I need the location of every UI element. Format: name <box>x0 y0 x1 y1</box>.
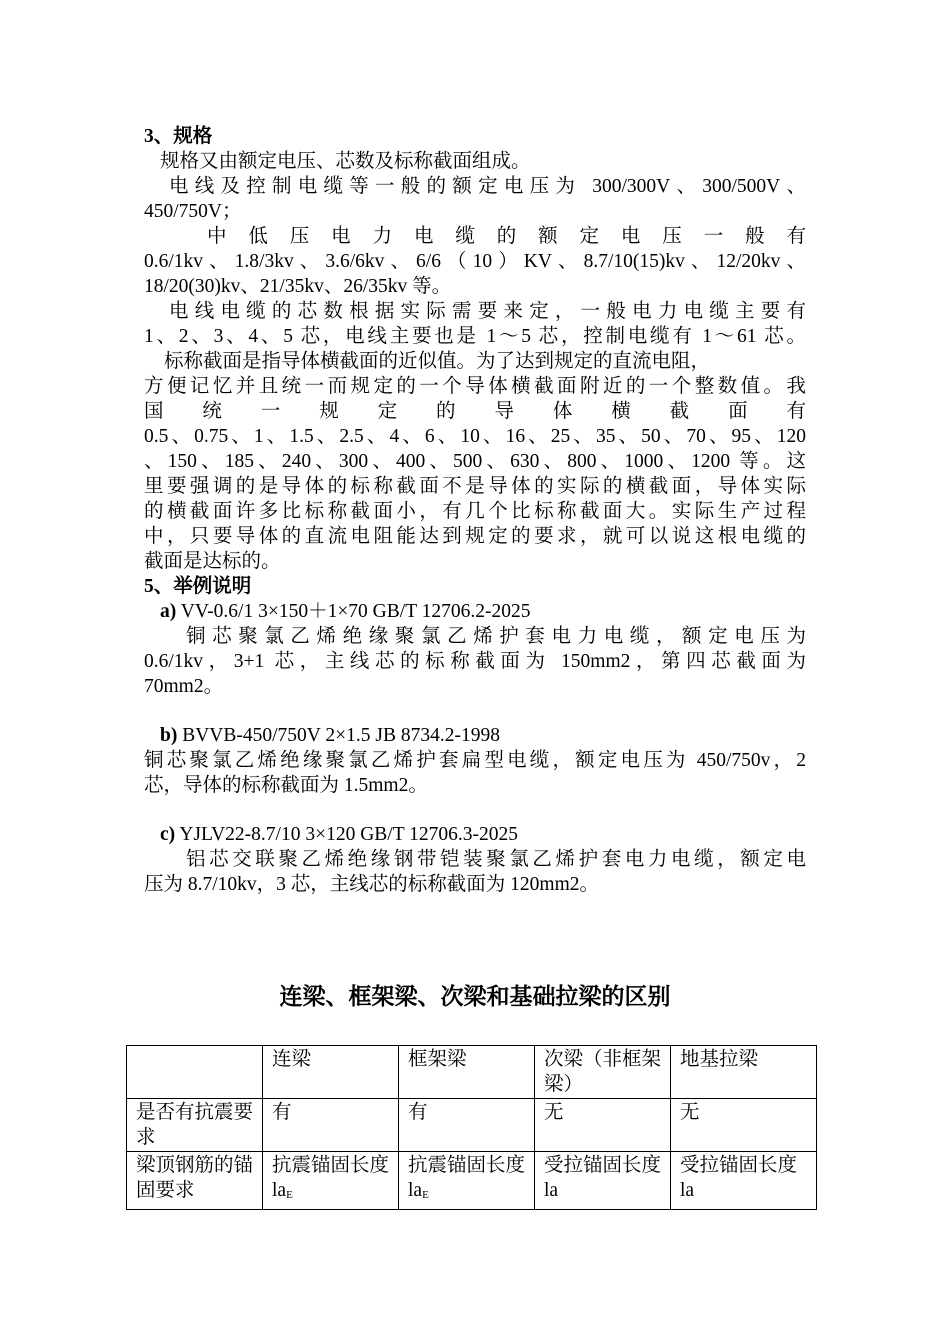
paragraph-line: 0.6/1kv、1.8/3kv、3.6/6kv、6/6（10）KV、8.7/10(15)kv、12/20kv、 <box>144 251 806 272</box>
table-cell <box>399 1152 535 1210</box>
paragraph-line: 的横截面许多比标称截面小，有几个比标称截面大。实际生产过程 <box>144 501 806 522</box>
subscript-e: E <box>422 1189 429 1201</box>
example-description-line: 芯，导体的标称截面为 1.5mm2。 <box>144 775 428 796</box>
table-cell: 梁顶钢筋的锚固要求 <box>127 1152 263 1210</box>
example-c-spec <box>160 822 822 848</box>
section-5-heading: 5、举例说明 <box>144 576 252 597</box>
table-cell <box>263 1152 399 1210</box>
paragraph-line: 截面是达标的。 <box>144 551 281 572</box>
table-header-row <box>127 1046 817 1099</box>
example-spec-text: YJLV22-8.7/10 3×120 GB/T 12706.3-2025 <box>179 824 519 845</box>
example-description-line: 铝芯交联聚乙烯绝缘钢带铠装聚氯乙烯护套电力电缆，额定电 <box>186 849 806 870</box>
table-row <box>127 1152 817 1210</box>
example-description-line: 0.6/1kv，3+1 芯，主线芯的标称截面为 150mm2，第四芯截面为 <box>144 651 806 672</box>
table-cell: 有 <box>263 1099 399 1152</box>
table-row <box>127 1099 817 1152</box>
paragraph-line: 方便记忆并且统一而规定的一个导体横截面附近的一个整数值。我 <box>144 376 806 397</box>
paragraph-line: 标称截面是指导体横截面的近似值。为了达到规定的直流电阻， <box>164 351 711 372</box>
example-description-line: 70mm2。 <box>144 676 224 697</box>
example-spec-text: BVVB-450/750V 2×1.5 JB 8734.2-1998 <box>182 725 500 746</box>
beam-section-title: 连梁、框架梁、次梁和基础拉梁的区别 <box>279 984 671 1009</box>
example-b-spec <box>160 723 822 749</box>
example-description-line: 压为 8.7/10kv，3 芯，主线芯的标称截面为 120mm2。 <box>144 874 600 895</box>
paragraph-line: 18/20(30)kv、21/35kv、26/35kv 等。 <box>144 276 452 297</box>
paragraph-line: 中低压电力电缆的额定电压一般有 <box>207 226 806 247</box>
table-cell: 有 <box>399 1099 535 1152</box>
section-3-heading: 3、规格 <box>144 126 213 147</box>
paragraph-line: 0.5、0.75、1、1.5、2.5、4、6、10、16、25、35、50、70、95、120 <box>144 426 806 447</box>
table-cell: 是否有抗震要求 <box>127 1099 263 1152</box>
cell-text: 抗震锚固长度 la <box>272 1155 390 1201</box>
table-header-cell: 连梁 <box>263 1046 399 1099</box>
subscript-e: E <box>286 1189 293 1201</box>
table-header-cell: 框架梁 <box>399 1046 535 1099</box>
paragraph-line: 1、2、3、4、5 芯，电线主要也是 1～5 芯，控制电缆有 1～61 芯。 <box>144 326 806 347</box>
paragraph-line: 电线及控制电缆等一般的额定电压为 300/300V、300/500V、 <box>169 176 806 197</box>
paragraph-line: 中，只要导体的直流电阻能达到规定的要求，就可以说这根电缆的 <box>144 526 806 547</box>
example-label: b) <box>160 725 178 746</box>
example-label: c) <box>160 824 176 845</box>
paragraph-line: 电线电缆的芯数根据实际需要来定，一般电力电缆主要有 <box>169 301 806 322</box>
paragraph-line: 国统一规定的导体横截面有 <box>144 401 806 422</box>
example-description-line: 铜芯聚氯乙烯绝缘聚氯乙烯护套扁型电缆，额定电压为 450/750v，2 <box>144 750 806 771</box>
table-cell: 无 <box>671 1099 817 1152</box>
example-label: a) <box>160 601 177 622</box>
table-cell: 无 <box>535 1099 671 1152</box>
table-cell: 受拉锚固长度 la <box>535 1152 671 1210</box>
table-header-cell: 次梁（非框架梁） <box>535 1046 671 1099</box>
table-header-cell: 地基拉梁 <box>671 1046 817 1099</box>
table-cell <box>127 1046 263 1099</box>
example-a-spec <box>160 599 822 625</box>
paragraph-line: 里要强调的是导体的标称截面不是导体的实际的横截面，导体实际 <box>144 476 806 497</box>
example-spec-text: VV-0.6/1 3×150＋1×70 GB/T 12706.2-2025 <box>180 601 531 622</box>
cell-text: 抗震锚固长度 la <box>408 1155 526 1201</box>
paragraph-line: 、150、185、240、300、400、500、630、800、1000、1200 等。这 <box>144 451 806 472</box>
paragraph-line: 规格又由额定电压、芯数及标称截面组成。 <box>160 151 531 172</box>
example-description-line: 铜芯聚氯乙烯绝缘聚氯乙烯护套电力电缆，额定电压为 <box>186 626 806 647</box>
beam-comparison-table <box>126 1045 817 1210</box>
table-cell: 受拉锚固长度 la <box>671 1152 817 1210</box>
paragraph-line: 450/750V； <box>144 201 242 222</box>
